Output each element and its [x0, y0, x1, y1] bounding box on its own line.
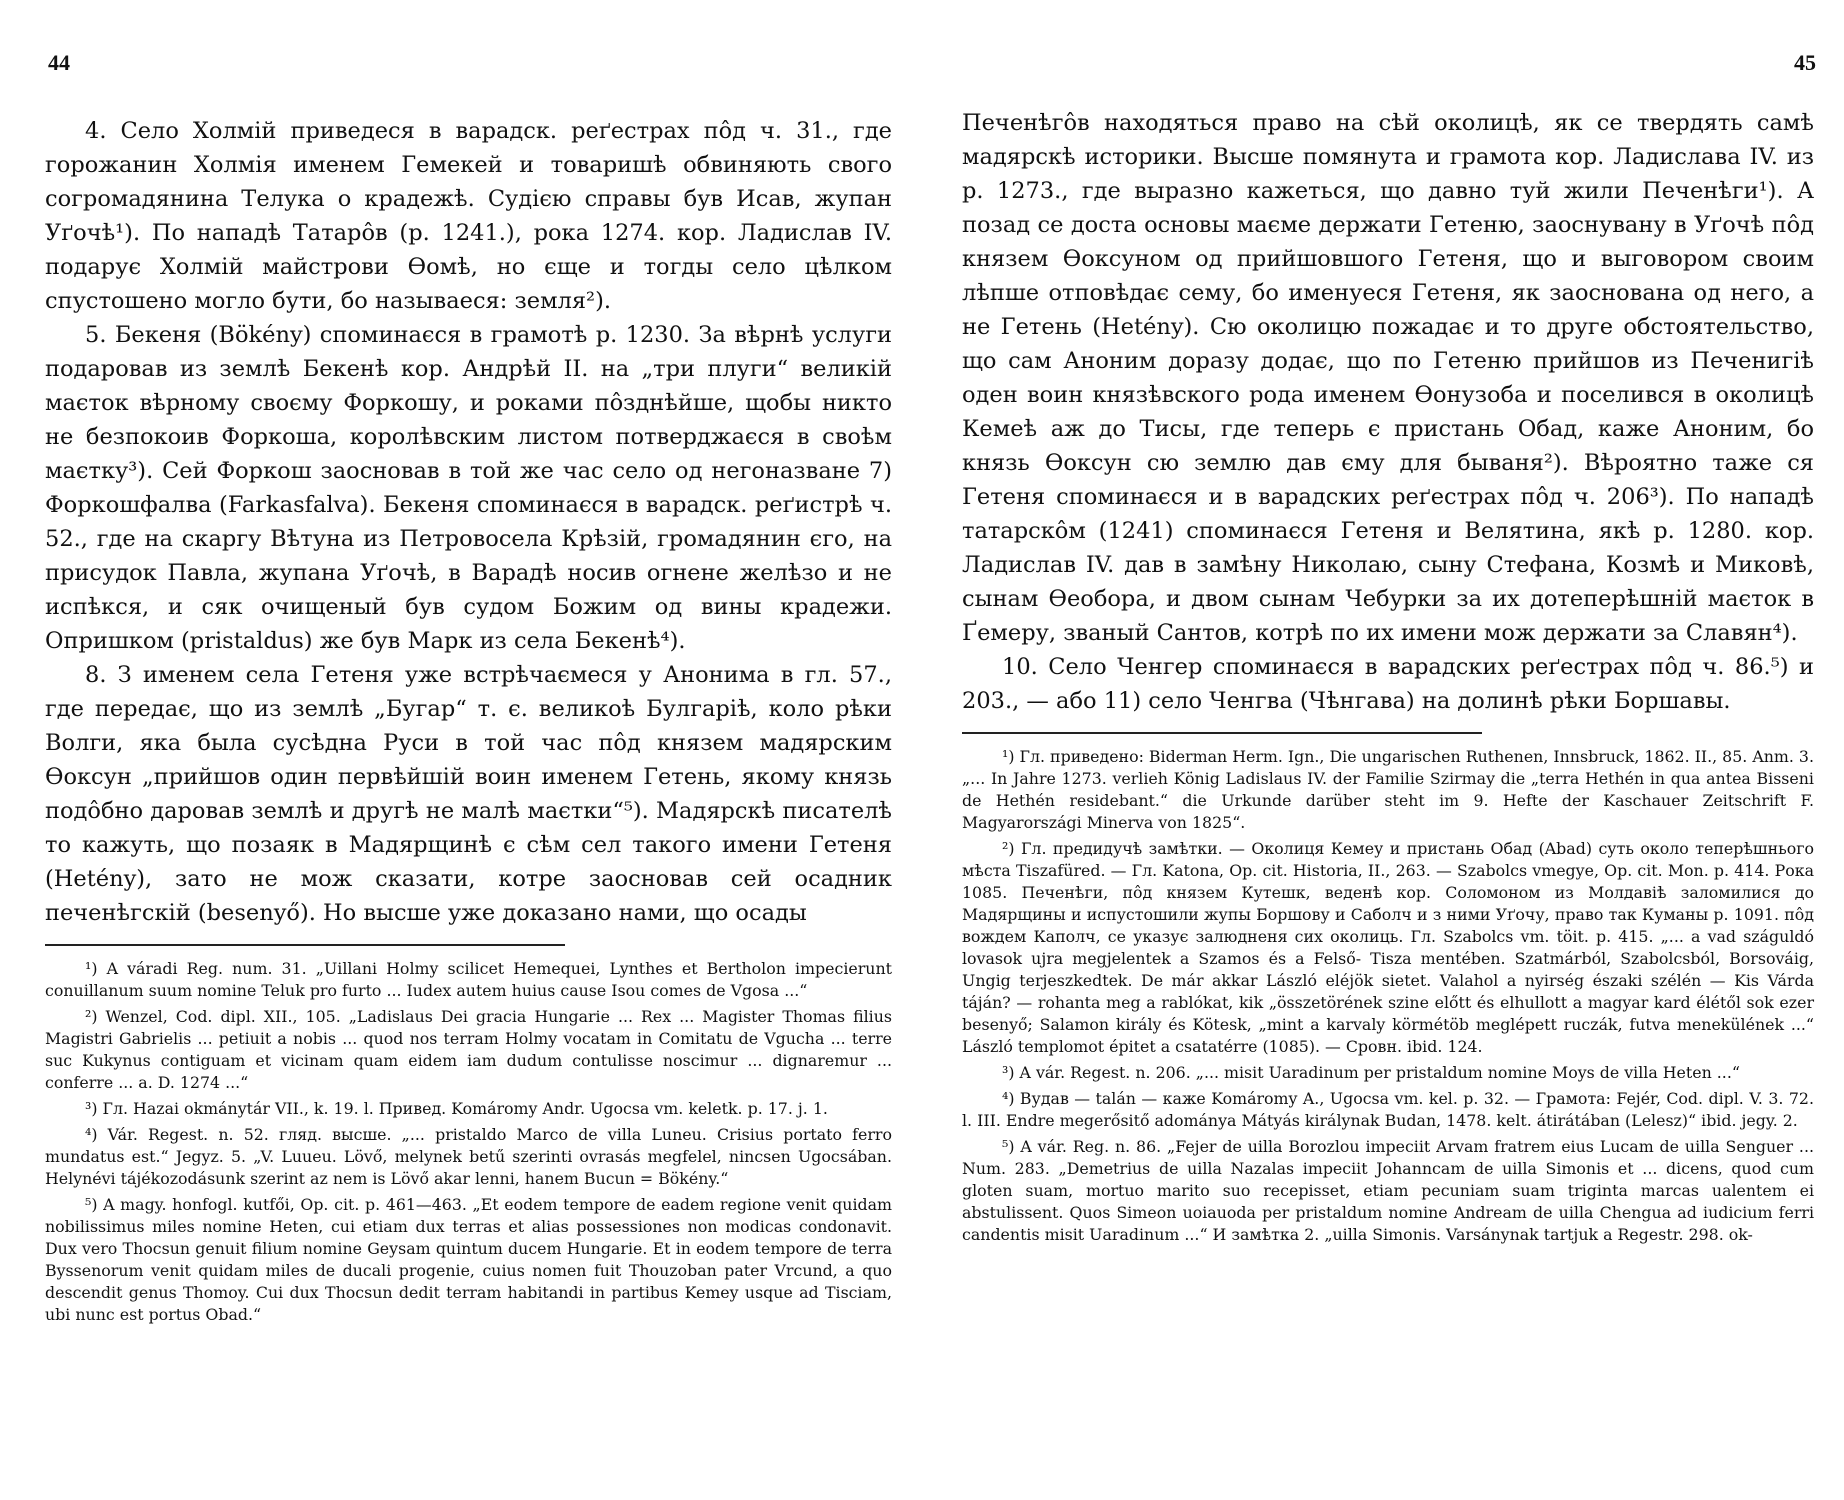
- footnote-1: ¹) Гл. приведено: Biderman Herm. Ign., Die ungarischen Ruthenen, Innsbruck, 1862. II., 85. Anm. 3. „... In Jahre 1273. verlieh König Ladislaus IV. der Familie Szirmay die „terra Hethén in qua antea Bisseni de Hethén residebant.“ die Urkunde darüber steht im 9. Hefte der Kaschauer Zeitschrift F. Magyarországi Minerva von 1825“.: [962, 747, 1814, 832]
- footnote-3: ³) A vár. Regest. n. 206. „... misit Uaradinum per pristaldum nomine Moys de villa Heten ...“: [1002, 1063, 1740, 1082]
- footnote-5: ⁵) A magy. honfogl. kutfői, Op. cit. p. 461—463. „Et eodem tempore de eadem regione venit quidam nobilissimus miles nomine Heten, cui etiam dux terras et alias possessiones non modicas condonavit. Dux vero Thocsun genuit filium nomine Geysam quintum ducem Hungarie. Et in eodem tempore de terra Byssenorum venit quidam miles de ducali progenie, cuius nomen fuit Thouzoban pater Vrcund, a quo descendit genus Thomoy. Cui dux Thocsun dedit terram habitandi in partibus Kemey usque ad Tisciam, ubi nunc est portus Obad.“: [45, 1195, 892, 1324]
- paragraph-chenger: 10. Село Ченгер споминаєся в варадских реґестрах пôд ч. 86.⁵) и 203., — або 11) село Ченгва (Чѣнгава) на долинѣ рѣки Боршавы.: [962, 654, 1814, 714]
- paragraph-holmii: 4. Село Холмій приведеся в варадск. реґестрах пôд ч. 31., где горожанин Холмія именем Гемекей и товаришѣ обвиняють свого согромадянина Телука о крадежѣ. Судією справы був Исав, жупан Уґочѣ¹). По нападѣ Татарôв (р. 1241.), рока 1274. кор. Ладислав IV. подарує Холмій майстрови Ѳомѣ, но єще и тогды село цѣлком спустошено могло бути, бо называеся: земля²).: [45, 118, 892, 314]
- right-page: [922, 0, 1844, 1500]
- paragraph-getenya: 8. З именем села Гетеня уже встрѣчаємеся у Анонима в гл. 57., где передає, що из землѣ „Бугар“ т. є. великоѣ Булгаріѣ, коло рѣки Волги, яка была сусѣдна Руси в той час пôд князем мадярским Ѳоксун „прийшов один первѣйшій воин именем Гетень, якому князь подôбно даровав землѣ и другѣ не малѣ маєтки“⁵). Мадярскѣ писателѣ то кажуть, що позаяк в Мадярщинѣ є сѣм сел такого имени Гетеня (Hetény), зато не мож сказати, котре заосновав сей осадник печенѣгскій (besenyő). Но высше уже доказано нами, що осады: [45, 662, 892, 926]
- right-footnotes: [962, 746, 1814, 1246]
- footnote-2: ²) Гл. предидучѣ замѣтки. — Околиця Кемеу и пристань Обад (Abad) суть около теперѣшнього мѣста Tiszafüred. — Гл. Katona, Op. cit. Historia, II., 263. — Szabolcs vmegye, Op. cit. Mon. p. 414. Рока 1085. Печенѣги, пôд князем Кутешк, веденѣ кор. Соломоном из Молдавіѣ заломилися до Мадярщины и испустошили жупы Боршову и Саболч и з ними Уґочу, право так Куманы р. 1091. пôд вождем Каполч, се указує залюдненя сих околиць. Гл. Szabolcs vm. töit. p. 415. „... a vad száguldó lovasok ujra megjelentek a Szamos és a Felső- Tisza mentében. Szatmárból, Szabolcsból, Borsováig, Ungig terjeszkedtek. De már akkar László eléjök sietet. Valahol a nyirség északi szélén — Kis Várda táján? — rohanta meg a rablókat, kik „összetörének szine előtt és elhullott a magyar kard élétől sok ezer besenyő; Salamon király és Kötesk, „mint a karvaly körmétöb meglépett ruczák, futva menekülének ...“ László templomot épitet a csatatérre (1085). — Сровн. ibid. 124.: [962, 839, 1814, 1056]
- right-main-text: [962, 106, 1814, 718]
- page-number-right: 45: [1794, 50, 1816, 75]
- left-footnotes: [45, 958, 892, 1326]
- footnote-divider-left: [45, 944, 565, 946]
- footnote-4: ⁴) Вудав — talán — каже Komáromy A., Ugocsa vm. kel. p. 32. — Грамота: Fejér, Cod. dipl. V. 3. 72. l. III. Endre megerősitő adománya Mátyás királynak Budan, 1478. kelt. átirátában (Lelesz)“ ibid. jegy. 2.: [962, 1089, 1814, 1130]
- footnote-divider-right: [962, 732, 1482, 734]
- footnote-2: ²) Wenzel, Cod. dipl. XII., 105. „Ladislaus Dei gracia Hungarie ... Rex ... Magister Thomas filius Magistri Gabrielis ... petiuit a nobis ... quod nos terram Holmy vocatam in Comitatu de Vgucha ... terre suc Kukynus contiguam et vicinam quam eidem iam dudum contulisse noscimur ... dignaremur ... conferre ... a. D. 1274 ...“: [45, 1007, 892, 1092]
- paragraph-bekenya: 5. Бекеня (Bökény) споминаєся в грамотѣ р. 1230. За вѣрнѣ услуги подаровав из землѣ Бекенѣ кор. Андрѣй II. на „три плуги“ великій маєток вѣрному своєму Форкошу, и роками пôзднѣйше, щобы никто не безпокоив Форкоша, королѣвским листом потверджаєся в своѣм маєтку³). Сей Форкош заосновав в той же час село од негоназване 7) Форкошфалва (Farkasfalva). Бекеня споминаєся в варадск. реґистрѣ ч. 52., где на скаргу Вѣтуна из Петровосела Крѣзій, громадянин єго, на присудок Павла, жупана Уґочѣ, в Варадѣ носив огнене желѣзо и не испѣкся, и сяк очищеный був судом Божим од вины крадежи. Опришком (pristaldus) же був Марк из села Бекенѣ⁴).: [45, 322, 892, 654]
- footnote-3: ³) Гл. Hazai okmánytár VII., k. 19. l. Привед. Komáromy Andr. Ugocsa vm. keletk. p. 17. j. 1.: [85, 1099, 828, 1118]
- paragraph-continuation: Печенѣгôв находяться право на сѣй околицѣ, як се твердять самѣ мадярскѣ историки. Высше помянута и грамота кор. Ладислава IV. из р. 1273., где выразно кажеться, що давно туй жили Печенѣги¹). А позад се доста основы маєме держати Гетеню, заоснувану в Уґочѣ пôд князем Ѳоксуном од прийшовшого Гетеня, що и выговором своим лѣпше отповѣдає сему, бо именуеся Гетеня, як заоснована од него, а не Гетень (Hetény). Сю околицю пожадає и то друге обстоятельство, що сам Аноним доразу додає, що по Гетеню прийшов из Печенигіѣ оден воин князѣвского рода именем Ѳонузоба и поселився в околицѣ Кемеѣ аж до Тисы, где теперь є пристань Обад, каже Аноним, бо князь Ѳоксун сю землю дав єму для бываня²). Вѣроятно таже ся Гетеня споминаєся и в варадских реґестрах пôд ч. 206³). По нападѣ татарскôм (1241) споминаєся Гетеня и Велятина, якѣ р. 1280. кор. Ладислав IV. дав в замѣну Николаю, сыну Стефана, Козмѣ и Миковѣ, сынам Ѳеобора, и двом сынам Чебурки за их дотеперѣшній маєток в Ґемеру, званый Сантов, котрѣ по их имени мож держати за Славян⁴).: [962, 110, 1814, 646]
- left-main-text: [45, 114, 892, 930]
- footnote-4: ⁴) Vár. Regest. n. 52. гляд. высше. „... pristaldo Marco de villa Luneu. Crisius portato ferro mundatus est.“ Jegyz. 5. „V. Luueu. Lövő, melynek betű szerinti ovrasás megfelel, nincsen Ugocsában. Helynévi tájékozodásunk szerint az nem is Lövő akar lenni, hanem Bucun = Bökény.“: [45, 1125, 892, 1188]
- footnote-1: ¹) A váradi Reg. num. 31. „Uillani Holmy scilicet Hemequei, Lynthes et Bertholon impecierunt conuillanum suum nomine Teluk pro furto ... Iudex autem huius cause Isou comes de Vgosa ...“: [45, 959, 892, 1000]
- page-number-left: 44: [48, 50, 70, 75]
- footnote-5: ⁵) A vár. Reg. n. 86. „Fejer de uilla Borozlou impeciit Arvam fratrem eius Lucam de uilla Senguer ... Num. 283. „Demetrius de uilla Nazalas impeciit Johanncam de uilla Simonis et ... dicens, quod cum gloten suam, mortuo marito suo recepisset, etiam pecuniam suam triginta marcas ualentem ei abstulissent. Quos Simeon uoiauoda per pristaldum nomine Andream de uilla Chengua ad iudicium ferri candentis misit Uaradinum ...“ И замѣтка 2. „uilla Simonis. Varsánynak tartjuk a Regestr. 298. ok-: [962, 1137, 1814, 1244]
